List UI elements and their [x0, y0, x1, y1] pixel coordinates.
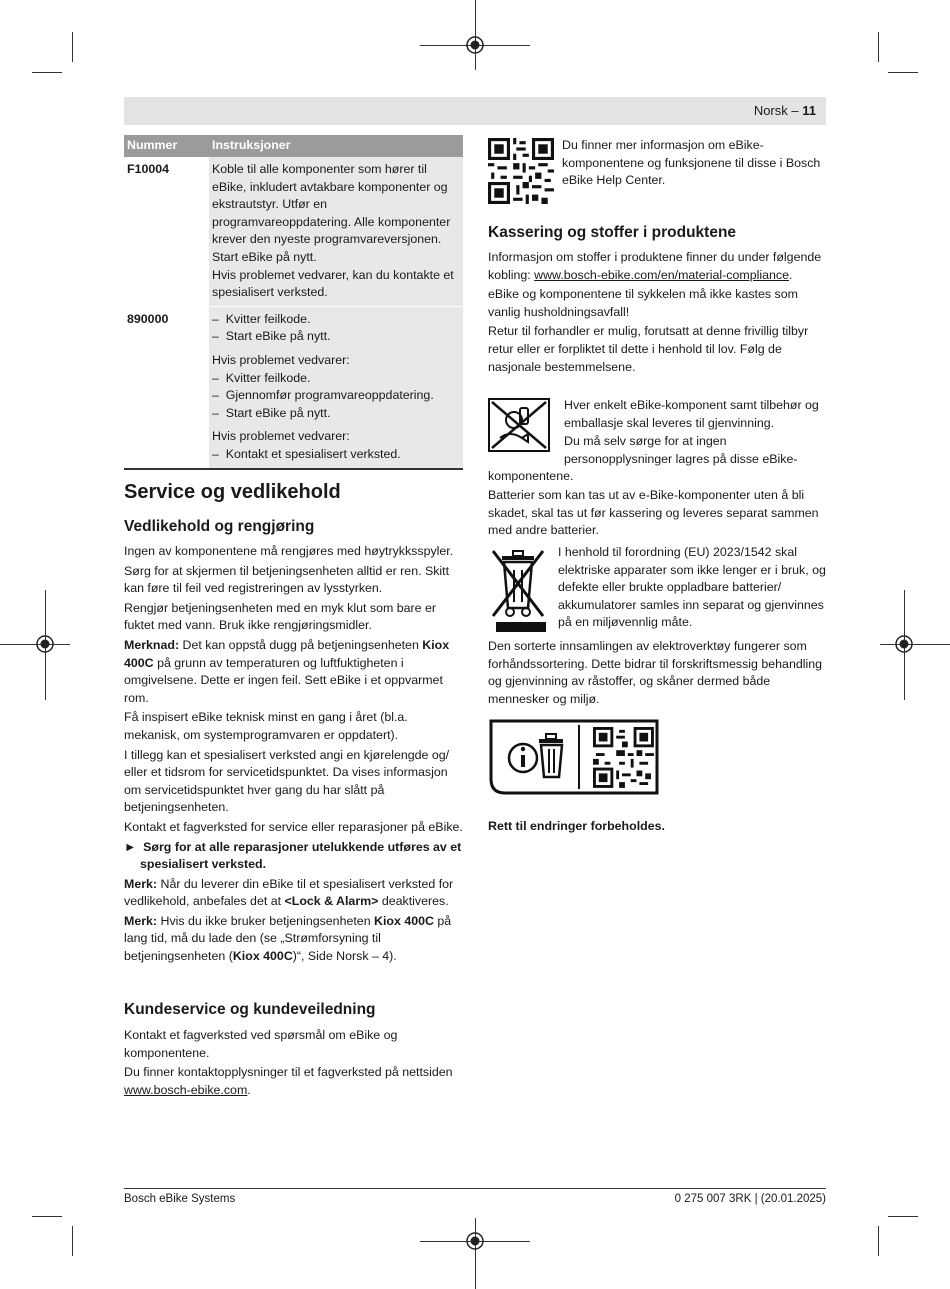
- table-header-instructions: Instruksjoner: [209, 135, 463, 157]
- merk-paragraph: Merk: Når du leverer din eBike til et spesialisert verksted for vedlikehold, anbefales det at <Lock & Alarm> deaktiveres.: [124, 876, 454, 909]
- personal-data-text: Du må selv sørge for at ingen personopplysninger lagres på disse eBike-: [564, 434, 798, 466]
- qr-info-text: Du finner mer informasjon om eBike-komponentene og funksjonene til disse i Bosch eBike Help Center.: [562, 138, 821, 188]
- subsection-title-customer-service: Kundeservice og kundeveiledning: [124, 1001, 376, 1018]
- page-header: [124, 97, 826, 125]
- crossed-bin-icon: [488, 546, 548, 634]
- error-code-table: [124, 135, 463, 470]
- maintenance-text: Ingen av komponentene må rengjøres med høytrykksspyler. Sørg for at skjermen til betjeningsenheten alltid er ren. Skitt kan føre til feil ved registreringen av lysstyrken. Rengjør betjeningsenheten med en myk klut som bare er fuktet med vann. Bruk ikke rengjøringsmidler. Merknad: Det kan oppstå dugg på betjeningsenheten Kiox 400C på grunn av temperaturen og luftfuktigheten i omgivelsene. Dette er ingen feil. Sett eBike i et oppvarmet rom. Få inspisert eBike teknisk minst en gang i året (bl.a. mekanisk, om systemprogramvaren er oppdatert). I tillegg kan et spesialisert verksted angi en kjørelengde og/ eller et tidsrom for servicetidspunktet. Da vises informasjon om servicetidspunktet hver gang du har slått på betjeningsenheten. Kontakt et fagverksted for service eller reparasjoner på eBike. ► Sørg for at alle reparasjoner utelukkende utføres av et spesialisert verksted. Merk: Når du leverer din eBike til et spesialisert verksted for vedlikehold, anbefales det at <Lock & Alarm> deaktiveres. Merk: Hvis du ikke bruker betjeningsenheten Kiox 400C på lang tid, må du lade den (se „Strømforsyning til betjeningsenheten (Kiox 400C)“, Side Norsk – 4).: [124, 543, 464, 968]
- footer-divider: [124, 1188, 826, 1189]
- disposal-text: Informasjon om stoffer i produktene finner du under følgende kobling: www.bosch-ebike.com/en/material-compliance. eBike og komponentene til sykkelen må ikke kastes som vanlig husholdningsavfall! Retur til forhandler er mulig, forutsatt at denne frivillig tilbyr retur eller er forpliktet til dette i henhold til lov. Følg de nasjonale bestemmelsene.: [488, 250, 822, 374]
- crop-mark: [888, 1216, 918, 1217]
- registration-mark-icon: [463, 1229, 487, 1253]
- arrow-icon: ►: [124, 839, 137, 854]
- no-household-waste-icon: [488, 398, 550, 452]
- qr-code-icon: [488, 138, 554, 204]
- reserve-notice: Rett til endringer forbeholdes.: [488, 819, 665, 833]
- page-number: Norsk – 11: [753, 103, 816, 118]
- error-code: 890000: [124, 306, 209, 468]
- footer-doc-number: 0 275 007 3RK | (20.01.2025): [674, 1193, 826, 1205]
- eu-regulation-text: I henhold til forordning (EU) 2023/1542 skal elektriske apparater som ikke lenger er i bruk, og defekte eller brukte oppladbare batterier/ akkumulatorer samles inn separat og gjenvinnes på en miljøvennlig måte.: [558, 545, 826, 630]
- website-link[interactable]: www.bosch-ebike.com: [124, 1082, 248, 1097]
- crop-mark: [878, 1226, 879, 1256]
- crop-mark: [32, 1216, 62, 1217]
- info-recycling-qr-badge: [489, 719, 661, 795]
- crop-mark: [72, 32, 73, 62]
- customer-service-text: Kontakt et fagverksted ved spørsmål om eBike og komponentene. Du finner kontaktopplysninger til et fagverksted på nettsiden www.bosch-ebike.com.: [124, 1028, 453, 1097]
- error-code: F10004: [124, 157, 209, 306]
- subsection-title-disposal: Kassering og stoffer i produktene: [488, 224, 737, 241]
- table-row: [124, 157, 463, 306]
- warning-item: ► Sørg for at alle reparasjoner utelukkende utføres av et spesialisert verksted.: [124, 839, 462, 872]
- personal-data-text-end: komponentene.: [488, 469, 574, 483]
- note-paragraph: Merknad: Det kan oppstå dugg på betjeningsenheten Kiox 400C på grunn av temperaturen og luftfuktigheten i omgivelsene. Dette er ingen feil. Sett eBike i et oppvarmet rom.: [124, 637, 450, 705]
- registration-mark-icon: [33, 632, 57, 656]
- error-instructions: Koble til alle komponenter som hører til eBike, inkludert avtakbare komponenter og ekstrautstyr. Utfør en programvareoppdatering. Alle komponenter krever den nyeste programvareversjonen. Start eBike på nytt. Hvis problemet vedvarer, kan du kontakte et spesialisert verksted.: [209, 157, 463, 306]
- merk-paragraph: Merk: Hvis du ikke bruker betjeningsenheten Kiox 400C på lang tid, må du lade den (se „Strømforsyning til betjeningsenheten (Kiox 400C)“, Side Norsk – 4).: [124, 913, 452, 964]
- footer-company: Bosch eBike Systems: [124, 1193, 236, 1205]
- table-row: [124, 306, 463, 468]
- registration-mark-icon: [892, 632, 916, 656]
- section-title-service: Service og vedlikehold: [124, 481, 341, 503]
- recycling-text: Hver enkelt eBike-komponent samt tilbehør og emballasje skal leveres til gjenvinning.: [564, 398, 819, 430]
- table-header-number: Nummer: [124, 135, 209, 157]
- subsection-title-maintenance: Vedlikehold og rengjøring: [124, 518, 315, 535]
- crop-mark: [888, 72, 918, 73]
- battery-text: Batterier som kan tas ut av e-Bike-komponenter uten å bli skadet, skal tas ut før kassering og leveres separat sammen med andre batterier.: [488, 488, 819, 538]
- error-instructions: – Kvitter feilkode. – Start eBike på nytt. Hvis problemet vedvarer: – Kvitter feilkode. – Gjennomfør programvareoppdatering. – Start eBike på nytt. Hvis problemet vedvarer: – Kontakt et spesialisert verksted.: [209, 306, 463, 468]
- material-compliance-link[interactable]: www.bosch-ebike.com/en/material-compliance: [534, 267, 789, 282]
- crop-mark: [32, 72, 62, 73]
- crop-mark: [72, 1226, 73, 1256]
- registration-mark-icon: [463, 33, 487, 57]
- sorted-collection-text: Den sorterte innsamlingen av elektroverktøy fungerer som forhåndssortering. Dette bidrar til forskriftsmessig behandling og gjenvinning av råstoffer, og skåner dermed både mennesker og miljø.: [488, 639, 823, 706]
- crop-mark: [878, 32, 879, 62]
